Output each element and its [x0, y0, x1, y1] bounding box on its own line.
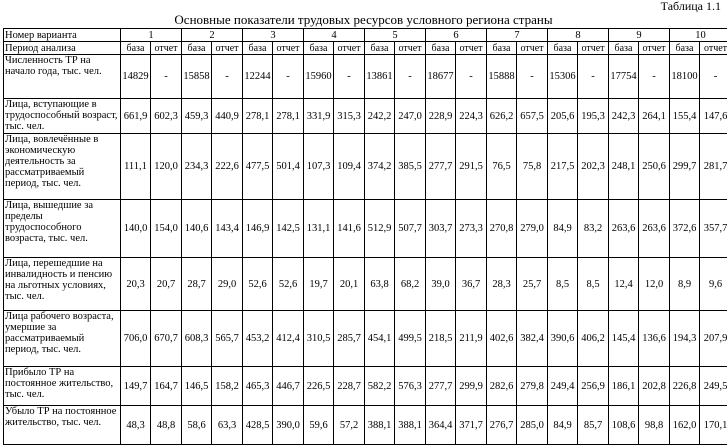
report-value-cell: 20,1 — [334, 258, 365, 311]
report-value-cell: 382,4 — [517, 311, 548, 367]
report-value-cell: 285,0 — [517, 406, 548, 445]
report-value-cell: 565,7 — [212, 311, 243, 367]
report-value-cell: 75,8 — [517, 134, 548, 200]
row-label: Лица, вовлечённые в экономическую деятельность за рассматриваемый период, тыс. чел. — [4, 134, 121, 200]
base-value-cell: 390,6 — [548, 311, 578, 367]
report-value-cell: 136,6 — [639, 311, 670, 367]
report-value-cell: 164,7 — [151, 367, 182, 406]
report-value-cell: 211,9 — [456, 311, 487, 367]
base-value-cell: 465,3 — [243, 367, 273, 406]
base-value-cell: 12244 — [243, 55, 273, 99]
base-value-cell: 18677 — [426, 55, 456, 99]
base-value-cell: 15888 — [487, 55, 517, 99]
report-header: отчет — [700, 42, 727, 55]
table-row — [4, 99, 727, 134]
base-value-cell: 8,9 — [670, 258, 700, 311]
report-value-cell: 247,0 — [395, 99, 426, 134]
report-value-cell: 170,1 — [700, 406, 727, 445]
report-value-cell: 202,3 — [578, 134, 609, 200]
table-row — [4, 134, 727, 200]
report-header: отчет — [212, 42, 243, 55]
base-value-cell: 248,1 — [609, 134, 639, 200]
report-header: отчет — [151, 42, 182, 55]
base-value-cell: 303,7 — [426, 200, 456, 258]
variant-header: 1 — [121, 29, 182, 42]
variant-header: 8 — [548, 29, 609, 42]
base-value-cell: 512,9 — [365, 200, 395, 258]
labor-resources-table — [3, 28, 727, 445]
report-value-cell: 68,2 — [395, 258, 426, 311]
base-value-cell: 249,4 — [548, 367, 578, 406]
table-row — [4, 311, 727, 367]
report-value-cell: - — [578, 55, 609, 99]
report-value-cell: 29,0 — [212, 258, 243, 311]
table-row — [4, 200, 727, 258]
report-value-cell: - — [639, 55, 670, 99]
report-value-cell: 8,5 — [578, 258, 609, 311]
report-value-cell: 256,9 — [578, 367, 609, 406]
variant-header: 7 — [487, 29, 548, 42]
report-value-cell: 576,3 — [395, 367, 426, 406]
base-value-cell: 162,0 — [670, 406, 700, 445]
base-value-cell: 111,1 — [121, 134, 151, 200]
report-value-cell: 371,7 — [456, 406, 487, 445]
report-value-cell: 279,0 — [517, 200, 548, 258]
base-value-cell: 276,7 — [487, 406, 517, 445]
report-value-cell: 412,4 — [273, 311, 304, 367]
report-value-cell: - — [212, 55, 243, 99]
report-value-cell: 228,7 — [334, 367, 365, 406]
base-value-cell: 299,7 — [670, 134, 700, 200]
report-value-cell: 273,3 — [456, 200, 487, 258]
variant-header: 4 — [304, 29, 365, 42]
base-value-cell: 8,5 — [548, 258, 578, 311]
base-value-cell: 388,1 — [365, 406, 395, 445]
base-value-cell: 626,2 — [487, 99, 517, 134]
report-value-cell: 83,2 — [578, 200, 609, 258]
base-value-cell: 186,1 — [609, 367, 639, 406]
base-value-cell: 263,6 — [609, 200, 639, 258]
base-value-cell: 282,6 — [487, 367, 517, 406]
report-value-cell: 388,1 — [395, 406, 426, 445]
report-value-cell: 670,7 — [151, 311, 182, 367]
base-value-cell: 454,1 — [365, 311, 395, 367]
base-value-cell: 234,3 — [182, 134, 212, 200]
report-header: отчет — [639, 42, 670, 55]
table-title: Основные показатели трудовых ресурсов условного региона страны — [0, 13, 727, 27]
base-value-cell: 364,4 — [426, 406, 456, 445]
base-value-cell: 226,5 — [304, 367, 334, 406]
base-value-cell: 582,2 — [365, 367, 395, 406]
report-value-cell: - — [517, 55, 548, 99]
report-value-cell: 158,2 — [212, 367, 243, 406]
base-value-cell: 59,6 — [304, 406, 334, 445]
report-value-cell: 250,6 — [639, 134, 670, 200]
report-value-cell: 85,7 — [578, 406, 609, 445]
report-value-cell: 281,7 — [700, 134, 727, 200]
variant-header-row — [4, 29, 727, 42]
report-value-cell: 499,5 — [395, 311, 426, 367]
report-value-cell: 57,2 — [334, 406, 365, 445]
row-label: Численность ТР на начало года, тыс. чел. — [4, 55, 121, 99]
base-value-cell: 20,3 — [121, 258, 151, 311]
row-label: Прибыло ТР на постоянное жительство, тыс. чел. — [4, 367, 121, 406]
report-value-cell: 224,3 — [456, 99, 487, 134]
base-value-cell: 402,6 — [487, 311, 517, 367]
report-value-cell: 602,3 — [151, 99, 182, 134]
base-value-cell: 205,6 — [548, 99, 578, 134]
table-row — [4, 367, 727, 406]
base-value-cell: 14829 — [121, 55, 151, 99]
report-value-cell: 278,1 — [273, 99, 304, 134]
row-label: Лица, перешедшие на инвалидность и пенсию на льготных условиях, тыс. чел. — [4, 258, 121, 311]
base-value-cell: 58,6 — [182, 406, 212, 445]
base-value-cell: 428,5 — [243, 406, 273, 445]
report-value-cell: 12,0 — [639, 258, 670, 311]
report-value-cell: 109,4 — [334, 134, 365, 200]
base-value-cell: 277,7 — [426, 367, 456, 406]
report-value-cell: 315,3 — [334, 99, 365, 134]
report-value-cell: 25,7 — [517, 258, 548, 311]
base-value-cell: 17754 — [609, 55, 639, 99]
base-value-cell: 218,5 — [426, 311, 456, 367]
report-value-cell: - — [151, 55, 182, 99]
report-value-cell: 264,1 — [639, 99, 670, 134]
report-value-cell: 249,5 — [700, 367, 727, 406]
base-value-cell: 608,3 — [182, 311, 212, 367]
base-header: база — [121, 42, 151, 55]
report-value-cell: - — [700, 55, 727, 99]
report-value-cell: 406,2 — [578, 311, 609, 367]
base-value-cell: 453,2 — [243, 311, 273, 367]
base-value-cell: 108,6 — [609, 406, 639, 445]
report-value-cell: - — [395, 55, 426, 99]
variant-header: 3 — [243, 29, 304, 42]
variant-header: 9 — [609, 29, 670, 42]
report-value-cell: 263,6 — [639, 200, 670, 258]
row-label: Убыло ТР на постоянное жительство, тыс. чел. — [4, 406, 121, 445]
report-value-cell: 142,5 — [273, 200, 304, 258]
report-value-cell: 120,0 — [151, 134, 182, 200]
period-label: Период анализа — [4, 42, 121, 55]
report-value-cell: 507,7 — [395, 200, 426, 258]
base-value-cell: 15306 — [548, 55, 578, 99]
variant-label: Номер варианта — [4, 29, 121, 42]
base-value-cell: 107,3 — [304, 134, 334, 200]
base-value-cell: 459,3 — [182, 99, 212, 134]
report-value-cell: 48,8 — [151, 406, 182, 445]
report-header: отчет — [517, 42, 548, 55]
table-row — [4, 406, 727, 445]
table-row — [4, 258, 727, 311]
report-value-cell: 207,9 — [700, 311, 727, 367]
report-value-cell: - — [273, 55, 304, 99]
base-value-cell: 194,3 — [670, 311, 700, 367]
base-header: база — [243, 42, 273, 55]
report-value-cell: 222,6 — [212, 134, 243, 200]
base-header: база — [426, 42, 456, 55]
base-value-cell: 226,8 — [670, 367, 700, 406]
base-value-cell: 270,8 — [487, 200, 517, 258]
base-value-cell: 228,9 — [426, 99, 456, 134]
base-value-cell: 19,7 — [304, 258, 334, 311]
base-value-cell: 145,4 — [609, 311, 639, 367]
base-value-cell: 140,6 — [182, 200, 212, 258]
base-header: база — [670, 42, 700, 55]
base-value-cell: 146,5 — [182, 367, 212, 406]
base-value-cell: 374,2 — [365, 134, 395, 200]
base-value-cell: 76,5 — [487, 134, 517, 200]
report-value-cell: 154,0 — [151, 200, 182, 258]
report-header: отчет — [334, 42, 365, 55]
base-value-cell: 131,1 — [304, 200, 334, 258]
table-caption: Таблица 1.1 — [661, 0, 721, 13]
report-value-cell: 299,9 — [456, 367, 487, 406]
base-value-cell: 278,1 — [243, 99, 273, 134]
base-value-cell: 331,9 — [304, 99, 334, 134]
report-value-cell: 657,5 — [517, 99, 548, 134]
row-label: Лица, вступающие в трудоспособный возраст, тыс. чел. — [4, 99, 121, 134]
base-value-cell: 155,4 — [670, 99, 700, 134]
table-row — [4, 55, 727, 99]
report-value-cell: 501,4 — [273, 134, 304, 200]
report-value-cell: 390,0 — [273, 406, 304, 445]
report-value-cell: 202,8 — [639, 367, 670, 406]
report-value-cell: 63,3 — [212, 406, 243, 445]
report-value-cell: 9,6 — [700, 258, 727, 311]
base-value-cell: 372,6 — [670, 200, 700, 258]
report-value-cell: - — [334, 55, 365, 99]
base-value-cell: 12,4 — [609, 258, 639, 311]
report-value-cell: 52,6 — [273, 258, 304, 311]
base-value-cell: 242,3 — [609, 99, 639, 134]
base-header: база — [487, 42, 517, 55]
base-header: база — [304, 42, 334, 55]
report-value-cell: 385,5 — [395, 134, 426, 200]
base-header: база — [609, 42, 639, 55]
report-value-cell: 279,8 — [517, 367, 548, 406]
base-value-cell: 28,7 — [182, 258, 212, 311]
report-header: отчет — [395, 42, 426, 55]
base-value-cell: 140,0 — [121, 200, 151, 258]
base-value-cell: 149,7 — [121, 367, 151, 406]
report-value-cell: 291,5 — [456, 134, 487, 200]
report-value-cell: - — [456, 55, 487, 99]
base-header: база — [182, 42, 212, 55]
report-value-cell: 141,6 — [334, 200, 365, 258]
base-value-cell: 706,0 — [121, 311, 151, 367]
report-value-cell: 440,9 — [212, 99, 243, 134]
report-value-cell: 143,4 — [212, 200, 243, 258]
report-value-cell: 446,7 — [273, 367, 304, 406]
base-value-cell: 28,3 — [487, 258, 517, 311]
base-header: база — [548, 42, 578, 55]
report-header: отчет — [273, 42, 304, 55]
base-value-cell: 84,9 — [548, 406, 578, 445]
base-value-cell: 39,0 — [426, 258, 456, 311]
base-value-cell: 13861 — [365, 55, 395, 99]
base-value-cell: 15960 — [304, 55, 334, 99]
base-header: база — [365, 42, 395, 55]
base-value-cell: 661,9 — [121, 99, 151, 134]
base-value-cell: 477,5 — [243, 134, 273, 200]
base-value-cell: 63,8 — [365, 258, 395, 311]
variant-header: 10 — [670, 29, 727, 42]
report-header: отчет — [456, 42, 487, 55]
base-value-cell: 277,7 — [426, 134, 456, 200]
report-value-cell: 195,3 — [578, 99, 609, 134]
report-value-cell: 20,7 — [151, 258, 182, 311]
row-label: Лица рабочего возраста, умершие за рассматриваемый период, тыс. чел. — [4, 311, 121, 367]
variant-header: 5 — [365, 29, 426, 42]
base-value-cell: 48,3 — [121, 406, 151, 445]
base-value-cell: 242,2 — [365, 99, 395, 134]
base-value-cell: 52,6 — [243, 258, 273, 311]
report-value-cell: 357,7 — [700, 200, 727, 258]
period-header-row — [4, 42, 727, 55]
base-value-cell: 84,9 — [548, 200, 578, 258]
row-label: Лица, вышедшие за пределы трудоспособного возраста, тыс. чел. — [4, 200, 121, 258]
base-value-cell: 18100 — [670, 55, 700, 99]
report-value-cell: 285,7 — [334, 311, 365, 367]
base-value-cell: 310,5 — [304, 311, 334, 367]
report-value-cell: 98,8 — [639, 406, 670, 445]
report-value-cell: 36,7 — [456, 258, 487, 311]
report-value-cell: 147,6 — [700, 99, 727, 134]
base-value-cell: 146,9 — [243, 200, 273, 258]
variant-header: 6 — [426, 29, 487, 42]
report-header: отчет — [578, 42, 609, 55]
base-value-cell: 217,5 — [548, 134, 578, 200]
variant-header: 2 — [182, 29, 243, 42]
base-value-cell: 15858 — [182, 55, 212, 99]
